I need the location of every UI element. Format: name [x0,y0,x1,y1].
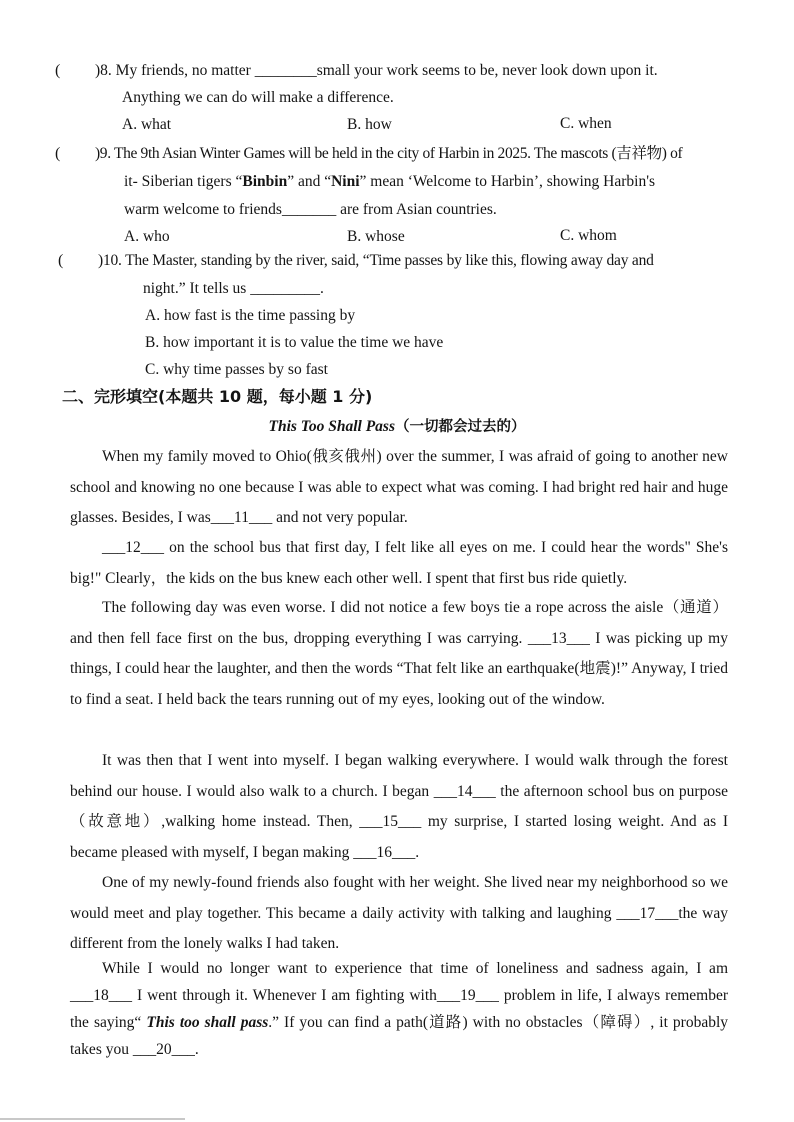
question-9-option-c: C. whom [560,227,617,244]
passage-paragraph-5: One of my newly-found friends also fought with her weight. She lived near my neighborhood so we would meet and play together. This became a daily activity with talking and laughing ___17___the way different from the lonely walks I had taken. [70,874,728,952]
page-edge-rule [0,1118,185,1120]
passage-paragraph-2: ___12___ on the school bus that first day, I felt like all eyes on me. I could hear the words" She's big!" Clearly，the kids on the bus knew each other well. I spent that first bus ride quietly. [70,539,728,587]
question-8-stem-cont: Anything we can do will make a difference. [122,89,394,106]
question-10-stem: )10. The Master, standing by the river, said, “Time passes by like this, flowing away day and [98,252,654,269]
question-9-option-a: A. who [124,228,170,245]
section-heading: 二、完形填空(本题共 10 题，每小题 1 分) [62,387,373,406]
answer-paren: ( [58,252,64,269]
answer-paren: ( [55,145,61,162]
question-8-option-c: C. when [560,115,612,132]
passage-paragraph-4: It was then that I went into myself. I began walking everywhere. I would walk through the forest behind our house. I would also walk to a church. I began ___14___ the afternoon school bus on purpose（故意地）,walking home instead. Then, ___15___ my surprise, I started losing weight. And as I became pleased with myself, I began making ___16___. [70,752,728,861]
question-10-option-b: B. how important it is to value the time we have [145,334,444,351]
question-10-option-a: A. how fast is the time passing by [145,307,356,324]
answer-paren: ( [55,62,61,79]
passage-title [0,416,794,438]
question-8-option-b: B. how [347,116,392,133]
saying-text: This too shall pass [146,1014,269,1031]
passage-paragraph-3: The following day was even worse. I did not notice a few boys tie a rope across the aisle（通道）and then fell face first on the bus, dropping everything I was carrying. ___13___ I was picking up my things, I could hear the laughter, and then the words “That felt like an earthquake(地震)!” Anyway, I tried to find a seat. I held back the tears running out of my eyes, looking out of the window. [70,599,728,708]
question-10-option-c: C. why time passes by so fast [145,361,328,378]
question-8-option-a: A. what [122,116,172,133]
question-9-stem-cont: it- Siberian tigers “Binbin” and “Nini” mean ‘Welcome to Harbin’, showing Harbin's [124,173,656,190]
question-8-stem: )8. My friends, no matter ________small your work seems to be, never look down upon it. [95,62,658,79]
passage-title-en: This Too Shall Pass [268,418,395,435]
question-9-option-b: B. whose [347,228,405,245]
question-10-stem-cont: night.” It tells us _________. [143,280,324,297]
passage-paragraph-1: When my family moved to Ohio(俄亥俄州) over the summer, I was afraid of going to another new school and knowing no one because I was able to expect what was coming. I had bright red hair and huge glasses. Besides, I was___11___ and not very popular. [70,448,728,526]
passage-paragraph-6: While I would no longer want to experience that time of loneliness and sadness again, I am ___18___ I went through it. Whenever I am fighting with___19___ problem in life, I always remember the saying“ This too shall pass.” If you can find a path(道路) with no obstacles（障碍）, it probably takes you ___20___. [70,960,728,1058]
question-9-stem-cont-2: warm welcome to friends_______ are from Asian countries. [124,201,497,218]
passage-title-cn: （一切都会过去的） [394,419,526,435]
question-9-stem: )9. The 9th Asian Winter Games will be held in the city of Harbin in 2025. The mascots (吉祥物) of [95,145,683,162]
